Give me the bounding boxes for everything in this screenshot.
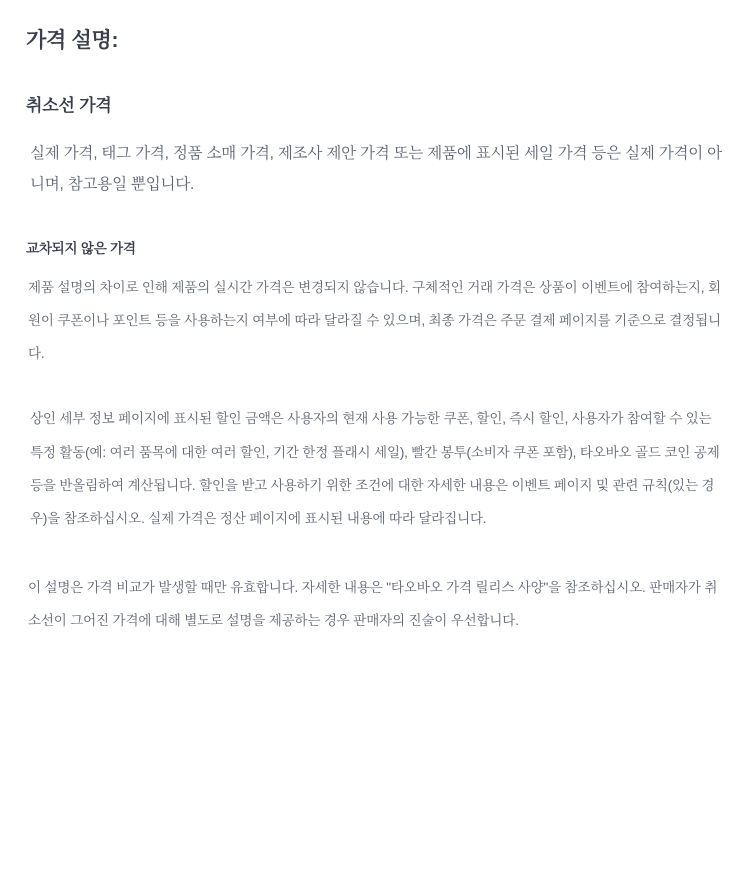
paragraph-realtime-price: 제품 설명의 차이로 인해 제품의 실시간 가격은 변경되지 않습니다. 구체적인 거래 가격은 상품이 이벤트에 참여하는지, 회원이 쿠폰이나 포인트 등을 사용하는지 여부에 따라 달라질 수 있으며, 최종 가격은 주문 결제 페이지를 기준으로 결정됩니다.: [28, 280, 721, 362]
page-title: 가격 설명:: [26, 29, 119, 52]
spacer: [26, 53, 724, 95]
lead-paragraph-strikethrough-price: 실제 가격, 태그 가격, 정품 소매 가격, 제조사 제안 가격 또는 제품에 표시된 세일 가격 등은 실제 가격이 아니며, 참고용일 뿐입니다.: [30, 145, 722, 193]
paragraph-price-comparison-validity: 이 설명은 가격 비교가 발생할 때만 유효합니다. 자세한 내용은 "타오바오 가격 릴리스 사양"을 참조하십시오. 판매자가 취소선이 그어진 가격에 대해 별도로 설명을 제공하는 경우 판매자의 진술이 우선합니다.: [28, 579, 718, 628]
paragraph-discount-calculation: 상인 세부 정보 페이지에 표시된 할인 금액은 사용자의 현재 사용 가능한 쿠폰, 할인, 즉시 할인, 사용자가 참여할 수 있는 특정 활동(예: 여러 품목에 대한 여러 할인, 기간 한정 플래시 세일), 빨간 봉투(소비자 쿠폰 포함), 타오바오 골드 코인 공제 등을 반올림하여 계산됩니다. 할인을 받고 사용하기 위한 조건에 대한 자세한 내용은 이벤트 페이지 및 관련 규칙(있는 경우)을 참조하십시오. 실제 가격은 정산 페이지에 표시된 내용에 따라 달라집니다.: [30, 411, 720, 526]
section-heading-strikethrough-price: 취소선 가격: [26, 96, 112, 116]
spacer: [26, 200, 724, 240]
spacer: [26, 117, 724, 139]
spacer: [26, 535, 724, 571]
spacer: [26, 257, 724, 271]
spacer: [26, 370, 724, 402]
subheading-non-crossed-price: 교차되지 않은 가격: [26, 240, 136, 256]
